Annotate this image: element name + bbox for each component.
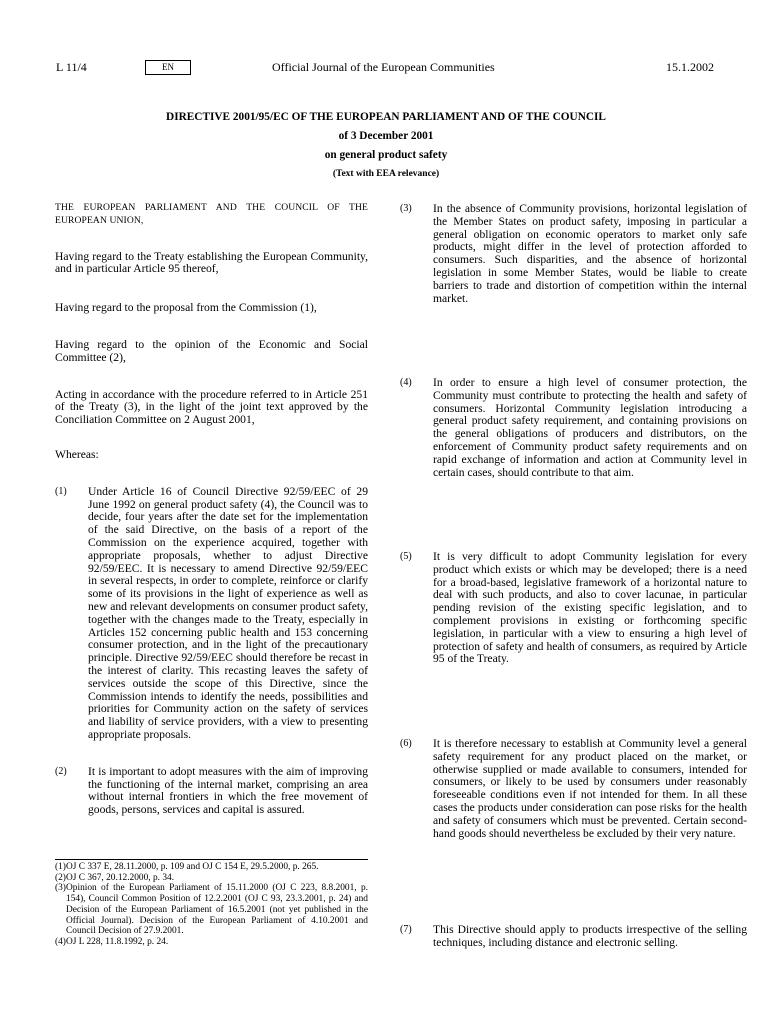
footnote-text: OJ L 228, 11.8.1992, p. 24. bbox=[66, 936, 169, 947]
preamble-procedure: Acting in accordance with the procedure referred to in Article 251 of the Treaty (3), in the light of the joint text approved by the Conciliation Committee on 2 August 2001, bbox=[55, 387, 368, 427]
page-reference: L 11/4 bbox=[56, 60, 87, 74]
title-line-1: DIRECTIVE 2001/95/EC OF THE EUROPEAN PARLIAMENT AND OF THE COUNCIL bbox=[166, 111, 606, 123]
recital-number: (3) bbox=[400, 203, 412, 214]
recital-text: It is very difficult to adopt Community legislation for every product which exists or which may be developed; there is a need for a broad-based, legislative framework of a horizontal nature to deal with such products, and also to cover lacunae, in particular pending revision of the existing specific legislation, and to complement provisions in existing or forthcoming specific legislation, in particular with a view to ensuring a high level of protection of safety and health of consumers, as required by Article 95 of the Treaty. bbox=[433, 550, 747, 666]
footnote-number: (3) bbox=[55, 883, 66, 894]
left-column bbox=[55, 202, 368, 817]
recital-text: It is important to adopt measures with the aim of improving the functioning of the internal market, comprising an area without internal frontiers in which the free movement of goods, persons, services and capital is assured. bbox=[88, 764, 368, 817]
preamble-treaty: Having regard to the Treaty establishing the European Community, and in particular Article 95 thereof, bbox=[55, 249, 368, 276]
footnotes bbox=[55, 859, 368, 948]
recital-number: (5) bbox=[400, 551, 412, 562]
recital-text: It is therefore necessary to establish at Community level a general safety requirement for any product placed on the market, or otherwise supplied or made available to consumers, intended for consumers, or likely to be used by consumers under reasonably foreseeable conditions even if not intended for them. In all these cases the products under consideration can pose risks for the health and safety of consumers which must be prevented. Certain second-hand goods should nevertheless be excluded by their very nature. bbox=[433, 737, 747, 840]
footnote-1 bbox=[55, 862, 368, 873]
footnote-text: OJ C 367, 20.12.2000, p. 34. bbox=[66, 872, 175, 883]
footnote-4 bbox=[55, 937, 368, 948]
footnote-3 bbox=[55, 883, 368, 937]
recital-text: In the absence of Community provisions, horizontal legislation of the Member States on product safety, imposing in particular a general obligation on economic operators to market only safe products, might differ in the level of protection afforded to consumers. Such disparities, and the absence of horizontal legislation in some Member States, would be liable to create barriers to trade and distortion of competition within the internal market. bbox=[433, 202, 747, 305]
language-box: EN bbox=[145, 60, 191, 75]
recital-7 bbox=[400, 924, 747, 950]
preamble-whereas: Whereas: bbox=[55, 447, 99, 461]
recital-number: (2) bbox=[55, 765, 67, 777]
footnote-number: (1) bbox=[55, 862, 66, 872]
footnote-number: (4) bbox=[55, 936, 66, 947]
recital-1 bbox=[55, 486, 368, 742]
preamble-intro: THE EUROPEAN PARLIAMENT AND THE COUNCIL OF THE EUROPEAN UNION, bbox=[55, 202, 368, 226]
recital-6 bbox=[400, 738, 747, 840]
recital-number: (7) bbox=[400, 924, 412, 935]
footnote-text: Opinion of the European Parliament of 15.11.2000 (OJ C 223, 8.8.2001, p. 154), Council Common Position of 12.2.2001 (OJ C 93, 23.3.2001, p. 24) and Decision of the European Parliament of 16.5.2001 (not yet published in the Official Journal). Decision of the European Parliament of 4.10.2001 and Council Decision of 27.9.2001. bbox=[66, 883, 368, 937]
recital-number: (6) bbox=[400, 738, 412, 749]
title-line-2: of 3 December 2001 bbox=[338, 130, 434, 142]
footnote-number: (2) bbox=[55, 872, 66, 883]
preamble-opinion: Having regard to the opinion of the Economic and Social Committee (2), bbox=[55, 337, 368, 364]
title-line-3: on general product safety bbox=[324, 149, 448, 161]
title-line-4: (Text with EEA relevance) bbox=[332, 169, 440, 179]
recital-text: Under Article 16 of Council Directive 92/59/EEC of 29 June 1992 on general product safety (4), the Council was to decide, four years after the date set for the implementation of the said Directive, on the basis of a report of the Commission on the experience acquired, together with appropriate proposals, whether to adjust Directive 92/59/EEC. It is necessary to amend Directive 92/59/EEC in several respects, in order to complete, reinforce or clarify some of its provisions in the light of experience as well as new and relevant developments on consumer product safety, together with the changes made to the Treaty, especially in Articles 152 concerning public health and 153 concerning consumer protection, and in the light of the precautionary principle. Directive 92/59/EEC should therefore be recast in the interest of clarity. This recasting leaves the safety of services outside the scope of this Directive, since the Commission intends to identify the needs, possibilities and priorities for Community action on the safety of services and liability of service providers, with a view to presenting appropriate proposals. bbox=[88, 484, 368, 741]
recital-2 bbox=[55, 766, 368, 817]
directive-title bbox=[56, 108, 716, 184]
recital-number: (4) bbox=[400, 377, 412, 388]
recital-4 bbox=[400, 377, 747, 479]
recital-text: This Directive should apply to products irrespective of the selling techniques, including distance and electronic selling. bbox=[433, 923, 747, 949]
page-header bbox=[56, 58, 714, 78]
recital-5 bbox=[400, 551, 747, 666]
recital-number: (1) bbox=[55, 485, 67, 497]
recital-text: In order to ensure a high level of consumer protection, the Community must contribute to protecting the health and safety of consumers. Horizontal Community legislation introducing a general product safety requirement, and containing provisions on the general obligations of producers and distributors, on the enforcement of Community product safety requirements and on rapid exchange of information and action at Community level in certain cases, should contribute to that aim. bbox=[433, 376, 747, 479]
journal-title: Official Journal of the European Communities bbox=[272, 60, 495, 74]
preamble-proposal: Having regard to the proposal from the Commission (1), bbox=[55, 301, 317, 315]
footnote-text: OJ C 337 E, 28.11.2000, p. 109 and OJ C 154 E, 29.5.2000, p. 265. bbox=[66, 862, 319, 872]
recital-3 bbox=[400, 203, 747, 305]
journal-date: 15.1.2002 bbox=[666, 60, 714, 74]
footnote-2 bbox=[55, 873, 368, 884]
